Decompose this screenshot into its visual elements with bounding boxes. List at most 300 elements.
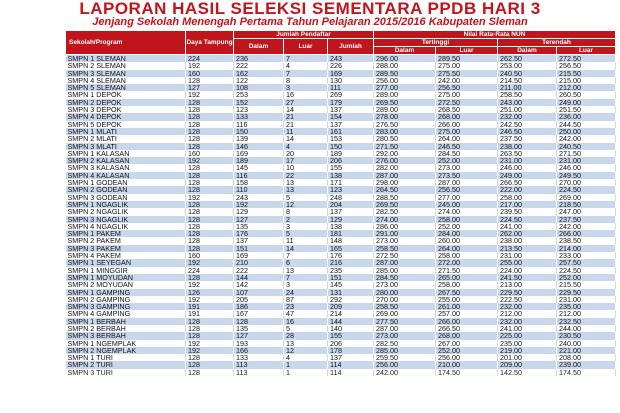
- highest-inside-cell: 298.00: [374, 179, 436, 186]
- lowest-outside-cell: 252.00: [557, 274, 616, 281]
- inside-cell: 142: [234, 281, 284, 288]
- highest-outside-cell: 274.00: [436, 208, 498, 215]
- inside-cell: 128: [234, 318, 284, 325]
- inside-cell: 113: [234, 361, 284, 368]
- capacity-cell: 128: [186, 99, 234, 106]
- school-cell: SMPN 1 DEPOK: [66, 91, 186, 98]
- lowest-outside-cell: 249.00: [557, 99, 616, 106]
- outside-cell: 21: [284, 113, 328, 120]
- highest-inside-cell: 269.50: [374, 99, 436, 106]
- highest-inside-cell: 273.00: [374, 281, 436, 288]
- table-row: [66, 106, 616, 113]
- highest-inside-cell: 276.50: [374, 121, 436, 128]
- capacity-cell: 224: [186, 267, 234, 274]
- highest-outside-cell: 246.50: [436, 143, 498, 150]
- lowest-inside-cell: 142.50: [498, 369, 557, 376]
- capacity-cell: 128: [186, 361, 234, 368]
- total-cell: 269: [328, 91, 374, 98]
- lowest-outside-cell: 215.50: [557, 281, 616, 288]
- highest-inside-cell: 285.00: [374, 347, 436, 354]
- lowest-inside-cell: 249.00: [498, 172, 557, 179]
- lowest-inside-cell: 201.00: [498, 354, 557, 361]
- col-capacity: Daya Tampung: [186, 31, 234, 55]
- lowest-outside-cell: 229.50: [557, 289, 616, 296]
- lowest-inside-cell: 240.50: [498, 70, 557, 77]
- lowest-outside-cell: 244.50: [557, 121, 616, 128]
- lowest-outside-cell: 212.00: [557, 84, 616, 91]
- lowest-inside-cell: 255.00: [498, 259, 557, 266]
- lowest-outside-cell: 208.00: [557, 354, 616, 361]
- inside-cell: 135: [234, 223, 284, 230]
- capacity-cell: 192: [186, 91, 234, 98]
- inside-cell: 176: [234, 230, 284, 237]
- school-cell: SMPN 2 NGAGLIK: [66, 208, 186, 215]
- lowest-outside-cell: 240.00: [557, 340, 616, 347]
- table-row: [66, 77, 616, 84]
- capacity-cell: 126: [186, 289, 234, 296]
- highest-inside-cell: 287.00: [374, 325, 436, 332]
- inside-cell: 222: [234, 62, 284, 69]
- total-cell: 138: [328, 172, 374, 179]
- inside-cell: 116: [234, 172, 284, 179]
- capacity-cell: 128: [186, 245, 234, 252]
- highest-inside-cell: 282.50: [374, 340, 436, 347]
- lowest-outside-cell: 242.00: [557, 135, 616, 142]
- lowest-outside-cell: 231.00: [557, 157, 616, 164]
- results-table: [65, 30, 616, 376]
- capacity-cell: 128: [186, 230, 234, 237]
- highest-outside-cell: 273.50: [436, 172, 498, 179]
- inside-cell: 236: [234, 55, 284, 63]
- inside-cell: 205: [234, 296, 284, 303]
- school-cell: SMPN 5 DEPOK: [66, 121, 186, 128]
- school-cell: SMPN 3 GODEAN: [66, 194, 186, 201]
- highest-inside-cell: 276.00: [374, 157, 436, 164]
- outside-cell: 21: [284, 121, 328, 128]
- lowest-outside-cell: 244.00: [557, 325, 616, 332]
- table-row: [66, 259, 616, 266]
- highest-inside-cell: 272.50: [374, 252, 436, 259]
- capacity-cell: 191: [186, 303, 234, 310]
- outside-cell: 2: [284, 216, 328, 223]
- lowest-inside-cell: 238.00: [498, 143, 557, 150]
- outside-cell: 5: [284, 230, 328, 237]
- table-row: [66, 135, 616, 142]
- inside-cell: 108: [234, 84, 284, 91]
- col-inside: Dalam: [234, 39, 284, 55]
- outside-cell: 13: [284, 179, 328, 186]
- total-cell: 144: [328, 318, 374, 325]
- outside-cell: 1: [284, 361, 328, 368]
- highest-outside-cell: 266.00: [436, 318, 498, 325]
- table-row: [66, 281, 616, 288]
- inside-cell: 113: [234, 369, 284, 376]
- capacity-cell: 128: [186, 128, 234, 135]
- table-row: [66, 332, 616, 339]
- lowest-outside-cell: 257.50: [557, 259, 616, 266]
- highest-outside-cell: 272.50: [436, 99, 498, 106]
- highest-outside-cell: 267.00: [436, 340, 498, 347]
- capacity-cell: 128: [186, 354, 234, 361]
- capacity-cell: 128: [186, 332, 234, 339]
- inside-cell: 158: [234, 179, 284, 186]
- highest-outside-cell: 266.00: [436, 121, 498, 128]
- lowest-inside-cell: 262.00: [498, 230, 557, 237]
- lowest-inside-cell: 219.00: [498, 347, 557, 354]
- school-cell: SMPN 3 NGAGLIK: [66, 216, 186, 223]
- total-cell: 176: [328, 252, 374, 259]
- table-row: [66, 113, 616, 120]
- total-cell: 206: [328, 340, 374, 347]
- school-cell: SMPN 2 TURI: [66, 361, 186, 368]
- outside-cell: 4: [284, 143, 328, 150]
- inside-cell: 116: [234, 121, 284, 128]
- table-row: [66, 230, 616, 237]
- highest-outside-cell: 275.00: [436, 91, 498, 98]
- highest-inside-cell: 277.50: [374, 318, 436, 325]
- lowest-outside-cell: 224.50: [557, 186, 616, 193]
- col-registrants: Jumlah Pendaftar: [234, 31, 374, 39]
- col-lowest-outside: Luar: [557, 47, 616, 55]
- total-cell: 150: [328, 143, 374, 150]
- total-cell: 137: [328, 121, 374, 128]
- capacity-cell: 128: [186, 106, 234, 113]
- highest-inside-cell: 289.00: [374, 106, 436, 113]
- lowest-outside-cell: 256.50: [557, 62, 616, 69]
- inside-cell: 162: [234, 70, 284, 77]
- total-cell: 145: [328, 281, 374, 288]
- lowest-outside-cell: 250.00: [557, 128, 616, 135]
- table-row: [66, 325, 616, 332]
- total-cell: 179: [328, 99, 374, 106]
- highest-inside-cell: 288.00: [374, 62, 436, 69]
- outside-cell: 14: [284, 245, 328, 252]
- table-row: [66, 252, 616, 259]
- school-cell: SMPN 3 GAMPING: [66, 303, 186, 310]
- table-row: [66, 128, 616, 135]
- lowest-inside-cell: 237.50: [498, 135, 557, 142]
- capacity-cell: 128: [186, 237, 234, 244]
- col-lowest: Terendah: [498, 39, 616, 47]
- table-row: [66, 369, 616, 376]
- lowest-inside-cell: 253.00: [498, 62, 557, 69]
- outside-cell: 16: [284, 91, 328, 98]
- table-row: [66, 223, 616, 230]
- table-row: [66, 150, 616, 157]
- highest-outside-cell: 258.00: [436, 216, 498, 223]
- school-cell: SMPN 3 PAKEM: [66, 245, 186, 252]
- outside-cell: 23: [284, 303, 328, 310]
- school-cell: SMPN 3 SLEMAN: [66, 70, 186, 77]
- highest-inside-cell: 296.00: [374, 55, 436, 63]
- lowest-inside-cell: 232.00: [498, 318, 557, 325]
- capacity-cell: 192: [186, 259, 234, 266]
- highest-outside-cell: 271.50: [436, 267, 498, 274]
- total-cell: 292: [328, 296, 374, 303]
- capacity-cell: 128: [186, 325, 234, 332]
- inside-cell: 110: [234, 186, 284, 193]
- inside-cell: 169: [234, 252, 284, 259]
- highest-inside-cell: 259.50: [374, 354, 436, 361]
- school-cell: SMPN 3 TURI: [66, 369, 186, 376]
- highest-inside-cell: 274.00: [374, 216, 436, 223]
- total-cell: 248: [328, 194, 374, 201]
- inside-cell: 169: [234, 150, 284, 157]
- lowest-outside-cell: 270.00: [557, 179, 616, 186]
- total-cell: 181: [328, 230, 374, 237]
- lowest-outside-cell: 236.00: [557, 113, 616, 120]
- lowest-inside-cell: 209.00: [498, 361, 557, 368]
- highest-inside-cell: 278.00: [374, 113, 436, 120]
- school-cell: SMPN 4 NGAGLIK: [66, 223, 186, 230]
- highest-outside-cell: 256.50: [436, 84, 498, 91]
- report-subtitle: Jenjang Sekolah Menengah Pertama Tahun Pelajaran 2015/2016 Kabupaten Sleman: [92, 16, 528, 28]
- table-row: [66, 208, 616, 215]
- inside-cell: 243: [234, 194, 284, 201]
- lowest-inside-cell: 211.00: [498, 84, 557, 91]
- school-cell: SMPN 2 GAMPING: [66, 296, 186, 303]
- capacity-cell: 128: [186, 216, 234, 223]
- highest-outside-cell: 273.00: [436, 164, 498, 171]
- outside-cell: 13: [284, 267, 328, 274]
- highest-inside-cell: 277.00: [374, 84, 436, 91]
- capacity-cell: 128: [186, 143, 234, 150]
- highest-inside-cell: 273.00: [374, 237, 436, 244]
- total-cell: 130: [328, 77, 374, 84]
- lowest-inside-cell: 242.50: [498, 121, 557, 128]
- total-cell: 155: [328, 164, 374, 171]
- inside-cell: 253: [234, 91, 284, 98]
- highest-inside-cell: 264.50: [374, 186, 436, 193]
- capacity-cell: 191: [186, 310, 234, 317]
- total-cell: 138: [328, 223, 374, 230]
- inside-cell: 152: [234, 99, 284, 106]
- school-cell: SMPN 1 NGEMPLAK: [66, 340, 186, 347]
- capacity-cell: 127: [186, 84, 234, 91]
- capacity-cell: 192: [186, 194, 234, 201]
- capacity-cell: 128: [186, 77, 234, 84]
- highest-outside-cell: 267.50: [436, 289, 498, 296]
- school-cell: SMPN 1 MINGGIR: [66, 267, 186, 274]
- inside-cell: 137: [234, 237, 284, 244]
- inside-cell: 135: [234, 325, 284, 332]
- outside-cell: 7: [284, 274, 328, 281]
- table-row: [66, 274, 616, 281]
- total-cell: 123: [328, 186, 374, 193]
- highest-outside-cell: 268.50: [436, 106, 498, 113]
- total-cell: 137: [328, 354, 374, 361]
- table-row: [66, 318, 616, 325]
- lowest-inside-cell: 241.00: [498, 325, 557, 332]
- table-row: [66, 179, 616, 186]
- col-highest: Tertinggi: [374, 39, 498, 47]
- outside-cell: 20: [284, 150, 328, 157]
- report-title: LAPORAN HASIL SELEKSI SEMENTARA PPDB HARI 3: [79, 0, 541, 18]
- inside-cell: 167: [234, 310, 284, 317]
- highest-outside-cell: 257.00: [436, 310, 498, 317]
- highest-outside-cell: 258.00: [436, 281, 498, 288]
- inside-cell: 186: [234, 303, 284, 310]
- outside-cell: 4: [284, 62, 328, 69]
- table-row: [66, 267, 616, 274]
- lowest-inside-cell: 243.00: [498, 99, 557, 106]
- lowest-inside-cell: 262.50: [498, 55, 557, 63]
- highest-inside-cell: 292.00: [374, 150, 436, 157]
- highest-outside-cell: 275.00: [436, 128, 498, 135]
- school-cell: SMPN 1 PAKEM: [66, 230, 186, 237]
- inside-cell: 145: [234, 164, 284, 171]
- school-cell: SMPN 2 SLEMAN: [66, 62, 186, 69]
- total-cell: 114: [328, 369, 374, 376]
- table-row: [66, 361, 616, 368]
- table-header: [66, 31, 616, 55]
- outside-cell: 16: [284, 318, 328, 325]
- lowest-outside-cell: 269.00: [557, 194, 616, 201]
- total-cell: 154: [328, 113, 374, 120]
- capacity-cell: 160: [186, 70, 234, 77]
- school-cell: SMPN 2 DEPOK: [66, 99, 186, 106]
- school-cell: SMPN 3 DEPOK: [66, 106, 186, 113]
- lowest-outside-cell: 235.00: [557, 303, 616, 310]
- highest-inside-cell: 258.50: [374, 245, 436, 252]
- col-highest-inside: Dalam: [374, 47, 436, 55]
- table-row: [66, 121, 616, 128]
- outside-cell: 27: [284, 99, 328, 106]
- capacity-cell: 160: [186, 252, 234, 259]
- total-cell: 226: [328, 62, 374, 69]
- outside-cell: 11: [284, 237, 328, 244]
- lowest-outside-cell: 224.50: [557, 267, 616, 274]
- lowest-outside-cell: 246.00: [557, 164, 616, 171]
- highest-inside-cell: 283.00: [374, 128, 436, 135]
- highest-outside-cell: 284.50: [436, 150, 498, 157]
- lowest-inside-cell: 235.00: [498, 340, 557, 347]
- highest-outside-cell: 260.00: [436, 237, 498, 244]
- total-cell: 209: [328, 303, 374, 310]
- inside-cell: 129: [234, 208, 284, 215]
- highest-outside-cell: 242.00: [436, 77, 498, 84]
- inside-cell: 133: [234, 113, 284, 120]
- highest-outside-cell: 256.50: [436, 186, 498, 193]
- lowest-outside-cell: 237.50: [557, 216, 616, 223]
- capacity-cell: 128: [186, 164, 234, 171]
- table-row: [66, 157, 616, 164]
- capacity-cell: 128: [186, 274, 234, 281]
- school-cell: SMPN 4 SLEMAN: [66, 77, 186, 84]
- lowest-outside-cell: 272.50: [557, 55, 616, 63]
- school-cell: SMPN 1 SEYEGAN: [66, 259, 186, 266]
- capacity-cell: 128: [186, 113, 234, 120]
- school-cell: SMPN 1 KALASAN: [66, 150, 186, 157]
- highest-outside-cell: 287.00: [436, 179, 498, 186]
- lowest-outside-cell: 240.50: [557, 143, 616, 150]
- highest-inside-cell: 287.00: [374, 259, 436, 266]
- lowest-outside-cell: 221.00: [557, 347, 616, 354]
- total-cell: 189: [328, 150, 374, 157]
- total-cell: 169: [328, 70, 374, 77]
- highest-outside-cell: 264.00: [436, 135, 498, 142]
- col-highest-outside: Luar: [436, 47, 498, 55]
- school-cell: SMPN 1 TURI: [66, 354, 186, 361]
- outside-cell: 6: [284, 259, 328, 266]
- capacity-cell: 128: [186, 318, 234, 325]
- lowest-inside-cell: 213.00: [498, 281, 557, 288]
- highest-outside-cell: 252.00: [436, 347, 498, 354]
- inside-cell: 127: [234, 216, 284, 223]
- highest-inside-cell: 282.00: [374, 164, 436, 171]
- capacity-cell: 192: [186, 157, 234, 164]
- school-cell: SMPN 4 GAMPING: [66, 310, 186, 317]
- inside-cell: 189: [234, 157, 284, 164]
- capacity-cell: 192: [186, 281, 234, 288]
- outside-cell: 3: [284, 281, 328, 288]
- lowest-outside-cell: 174.50: [557, 369, 616, 376]
- outside-cell: 5: [284, 194, 328, 201]
- col-nun: Nilai Rata-Rata NUN: [374, 31, 616, 39]
- lowest-outside-cell: 218.50: [557, 201, 616, 208]
- outside-cell: 11: [284, 128, 328, 135]
- outside-cell: 13: [284, 340, 328, 347]
- total-cell: 204: [328, 201, 374, 208]
- school-cell: SMPN 2 BERBAH: [66, 325, 186, 332]
- inside-cell: 150: [234, 128, 284, 135]
- outside-cell: 24: [284, 289, 328, 296]
- table-row: [66, 237, 616, 244]
- table-row: [66, 99, 616, 106]
- inside-cell: 146: [234, 143, 284, 150]
- total-cell: 131: [328, 289, 374, 296]
- lowest-inside-cell: 232.00: [498, 113, 557, 120]
- lowest-inside-cell: 217.00: [498, 201, 557, 208]
- outside-cell: 14: [284, 106, 328, 113]
- highest-outside-cell: 210.00: [436, 361, 498, 368]
- lowest-inside-cell: 214.50: [498, 77, 557, 84]
- total-cell: 140: [328, 325, 374, 332]
- school-cell: SMPN 2 MOYUDAN: [66, 281, 186, 288]
- total-cell: 148: [328, 237, 374, 244]
- lowest-outside-cell: 249.50: [557, 172, 616, 179]
- highest-inside-cell: 269.00: [374, 310, 436, 317]
- inside-cell: 144: [234, 274, 284, 281]
- school-cell: SMPN 4 PAKEM: [66, 252, 186, 259]
- outside-cell: 87: [284, 296, 328, 303]
- inside-cell: 166: [234, 347, 284, 354]
- lowest-inside-cell: 241.00: [498, 223, 557, 230]
- capacity-cell: 224: [186, 55, 234, 63]
- table-row: [66, 186, 616, 193]
- highest-inside-cell: 289.50: [374, 70, 436, 77]
- inside-cell: 139: [234, 135, 284, 142]
- school-cell: SMPN 1 NGAGLIK: [66, 201, 186, 208]
- highest-outside-cell: 261.00: [436, 303, 498, 310]
- table-row: [66, 70, 616, 77]
- inside-cell: 193: [234, 340, 284, 347]
- outside-cell: 28: [284, 332, 328, 339]
- outside-cell: 12: [284, 347, 328, 354]
- table-row: [66, 143, 616, 150]
- lowest-outside-cell: 232.50: [557, 318, 616, 325]
- lowest-inside-cell: 241.50: [498, 274, 557, 281]
- table-row: [66, 84, 616, 91]
- inside-cell: 151: [234, 245, 284, 252]
- table-row: [66, 296, 616, 303]
- highest-outside-cell: 268.00: [436, 113, 498, 120]
- school-cell: SMPN 4 DEPOK: [66, 113, 186, 120]
- lowest-inside-cell: 251.00: [498, 106, 557, 113]
- total-cell: 216: [328, 259, 374, 266]
- capacity-cell: 128: [186, 179, 234, 186]
- table-body: [66, 55, 616, 377]
